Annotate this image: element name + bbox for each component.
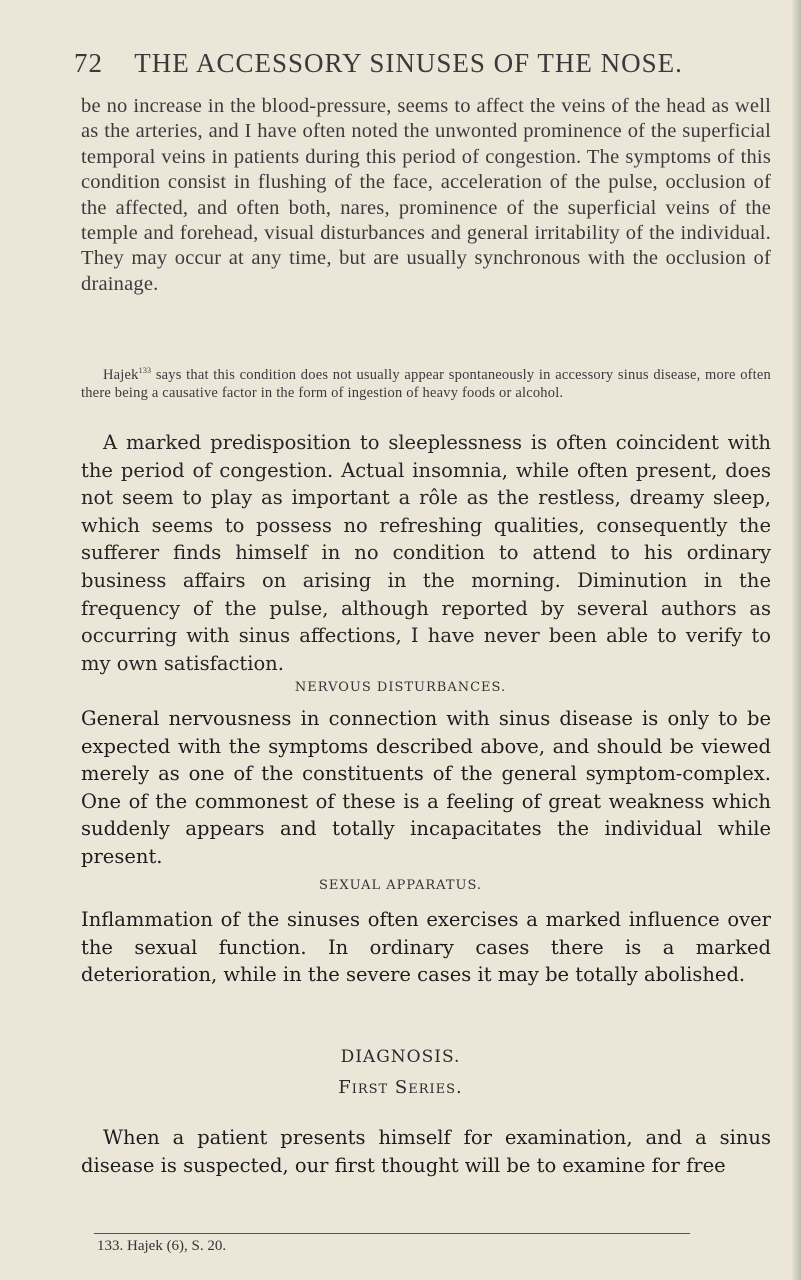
paragraph-sleeplessness-text: A marked predisposition to sleeplessness is often coincident with the period of congestion. Actual insomnia, while often present, does not seem to play as important a rôle as the restless, dreamy sleep, which seems to possess no refreshing qualities, consequently the sufferer finds himself in no condition to attend to his ordinary business affairs on arising in the morning. Diminution in the frequency of the pulse, although reported by several authors as occurring with sinus affections, I have never been able to verify to my own satisfaction. [81, 431, 771, 675]
heading-sexual-apparatus: SEXUAL APPARATUS. [318, 878, 483, 893]
hajek-name: Hajek [103, 366, 139, 383]
page-number: 72 [74, 48, 103, 78]
paragraph-nervous: General nervousness in connection with sinus disease is only to be expected with the symptoms described above, and should be viewed merely as one of the constituents of the general symptom-complex. One of the commonest of these is a feeling of great weakness which suddenly appears and totally incapacitates the individual while present. [81, 707, 771, 868]
hajek-ref: 133 [138, 366, 152, 375]
running-title: THE ACCESSORY SINUSES OF THE NOSE. [134, 48, 683, 78]
heading-diagnosis: DIAGNOSIS. [340, 1047, 461, 1067]
paragraph-sleeplessness [81, 429, 771, 677]
footnote-rule [94, 1233, 690, 1234]
hajek-note-text: says that this condition does not usually appear spontaneously in accessory sinus disease, more often there being a causative factor in the form of ingestion of heavy foods or alcohol. [81, 366, 771, 401]
hajek-note [81, 362, 771, 402]
footnote: 133. Hajek (6), S. 20. [97, 1238, 227, 1254]
running-header [74, 48, 764, 79]
paragraph-diagnosis [81, 1124, 771, 1179]
heading-first-series: First Series. [338, 1077, 463, 1098]
paragraph-continuation: be no increase in the blood-pressure, seems to affect the veins of the head as well as the arteries, and I have often noted the unwonted prominence of the superficial temporal veins in patients during this period of congestion. The symptoms of this condition consist in flushing of the face, acceleration of the pulse, occlusion of the affected, and often both, nares, prominence of the superficial veins of the temple and forehead, visual disturbances and general irritability of the individual. They may occur at any time, but are usually synchronous with the occlusion of drainage. [81, 95, 771, 295]
heading-nervous-disturbances: NERVOUS DISTURBANCES. [294, 680, 507, 695]
paragraph-diagnosis-text: When a patient presents himself for examination, and a sinus disease is suspected, our first thought will be to examine for free [81, 1126, 771, 1177]
paragraph-sexual: Inflammation of the sinuses often exercises a marked influence over the sexual function. In ordinary cases there is a marked deterioration, while in the severe cases it may be totally abolished. [81, 908, 771, 987]
